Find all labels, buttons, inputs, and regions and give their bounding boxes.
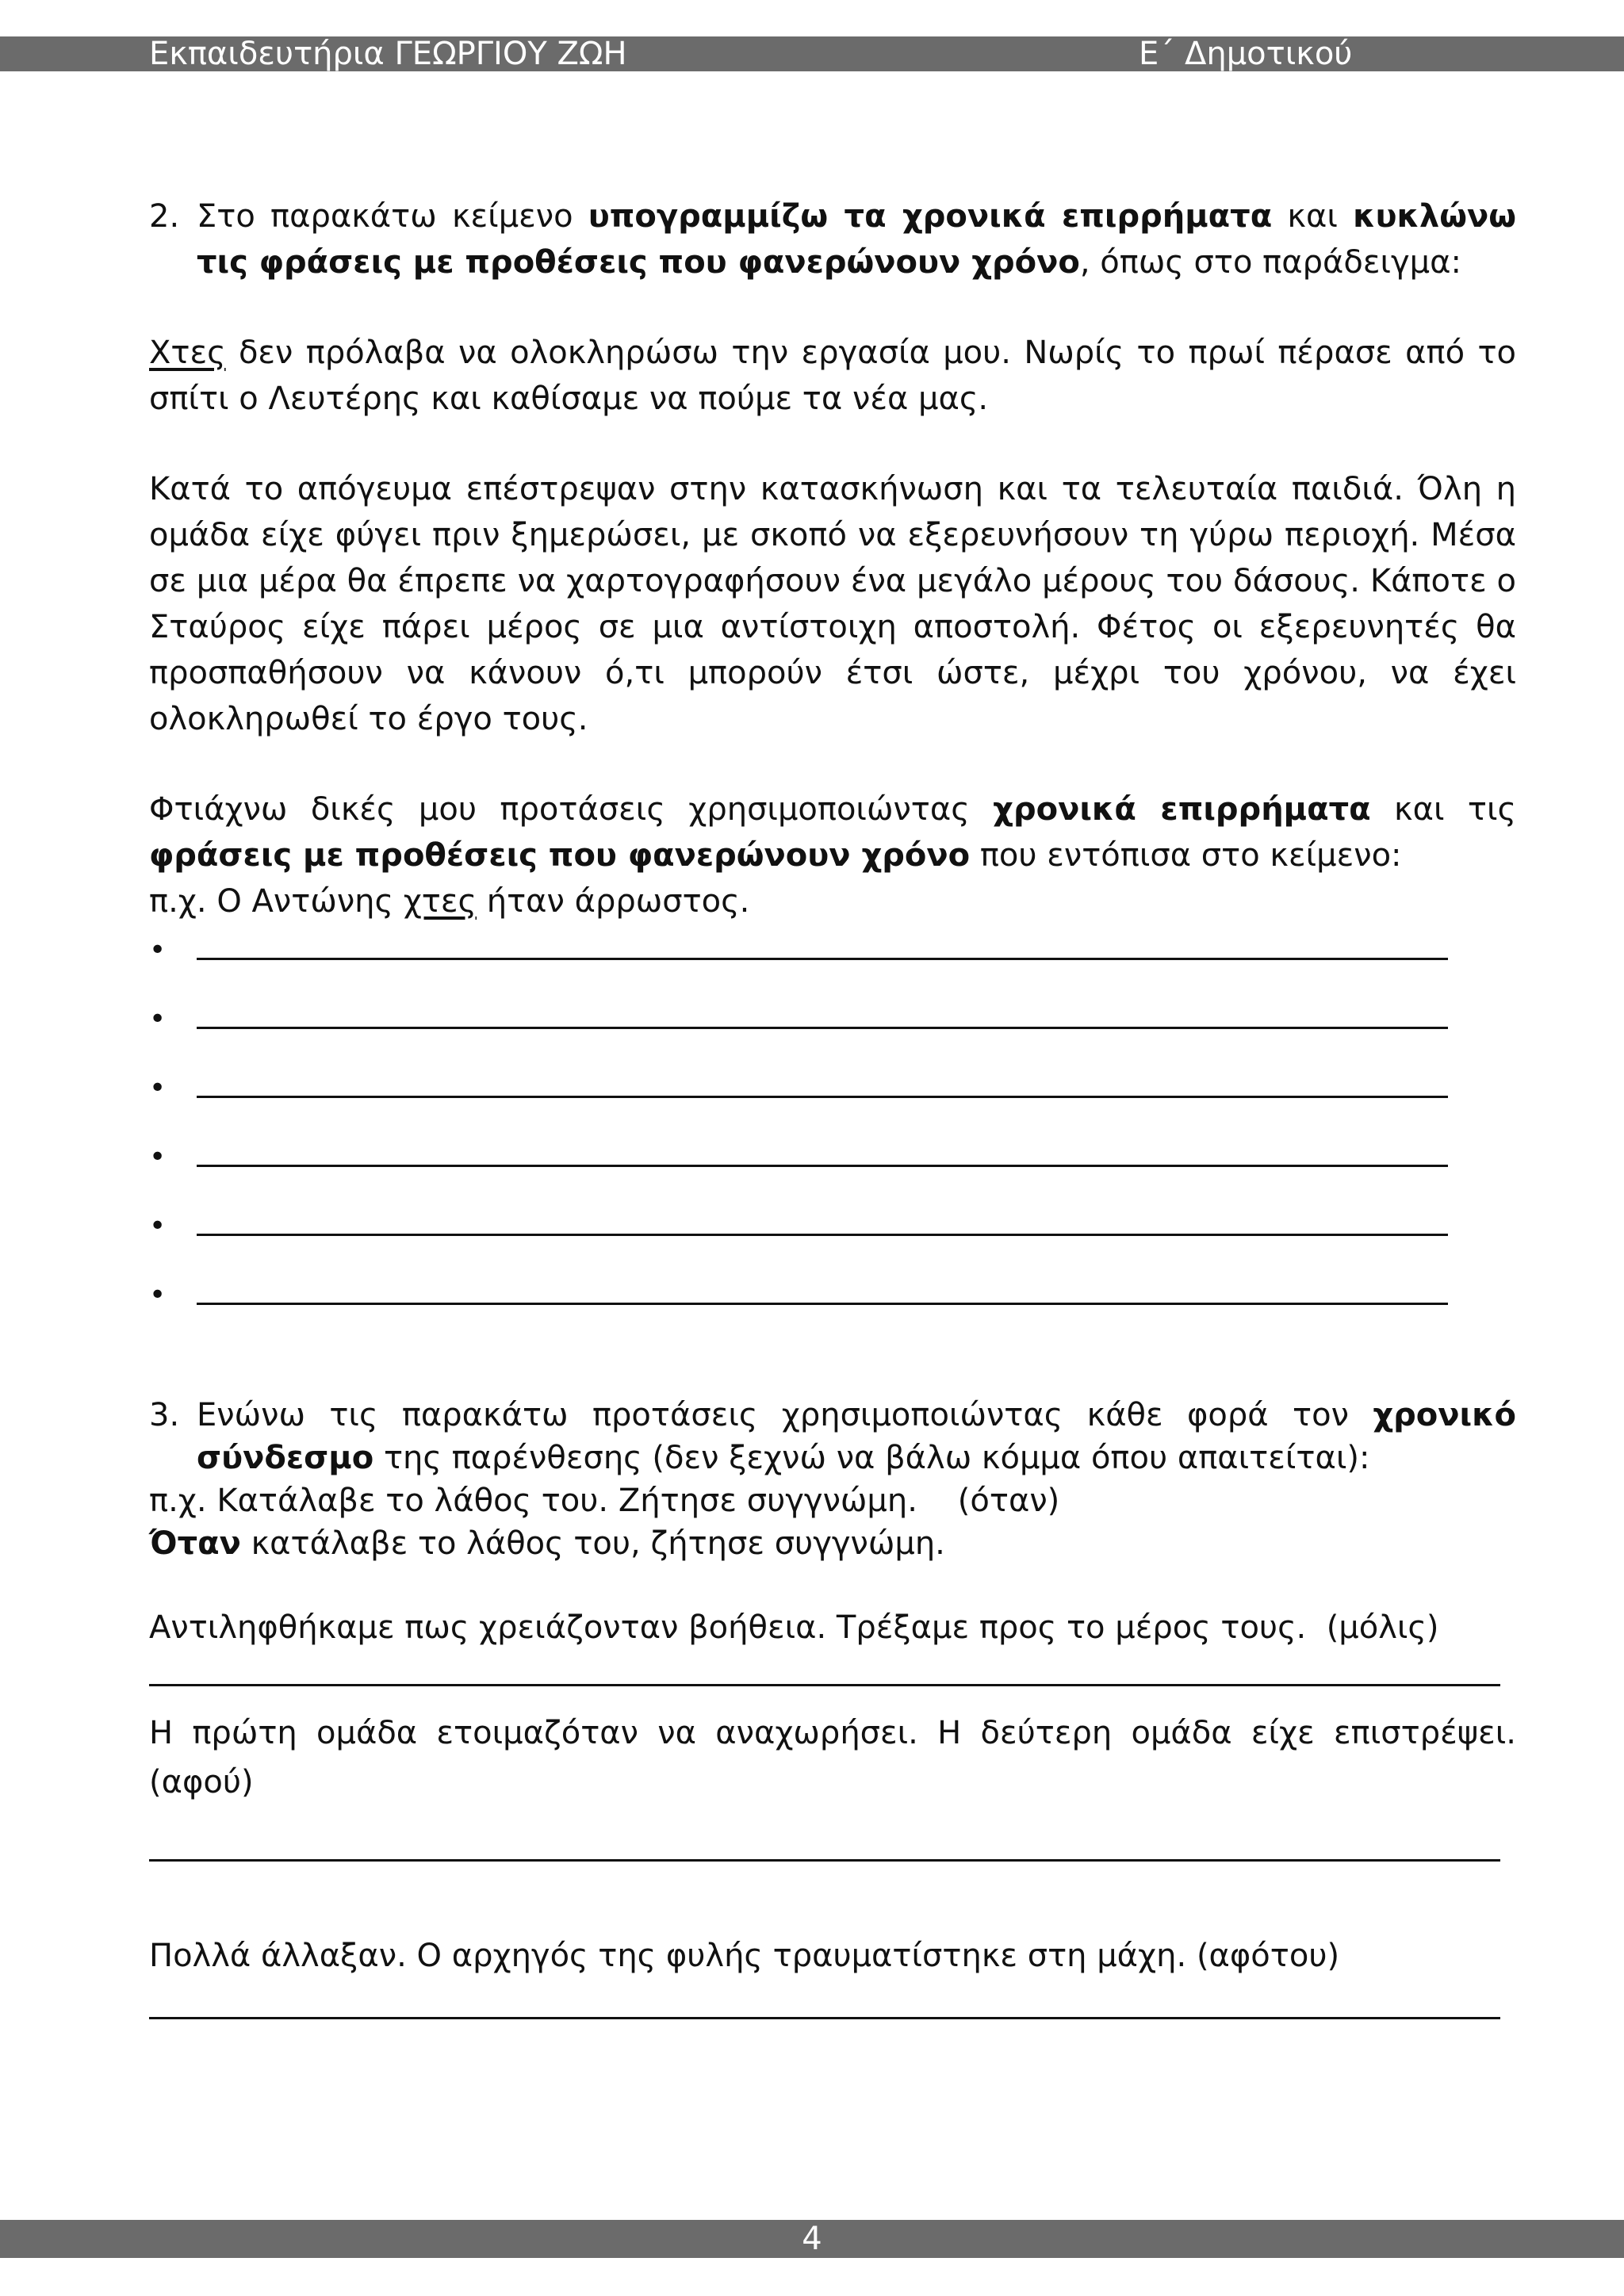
instruction-text: Στο παρακάτω κείμενο [197, 198, 588, 235]
exercise-paragraph: Κατά το απόγευμα επέστρεψαν στην κατασκήνωση και τα τελευταία παιδιά. Όλη η ομάδα είχε φύγει πριν ξημερώσει, με σκοπό να εξερευνήσουν τη γύρω περιοχή. Μέσα σε μια μέρα θα έπρεπε να χαρτογραφήσουν ένα μεγάλο μέρους του δάσους. Κάποτε ο Σταύρος είχε πάρει μέρος σε μια αντίστοιχη αποστολή. Φέτος οι εξερευνητές θα προσπαθήσουν να κάνουν ό,τι μπορούν έτσι ώστε, μέχρι του χρόνου, να έχει ολοκληρωθεί το έργο τους. [149, 471, 1516, 737]
instruction-text: και [1272, 198, 1354, 235]
answer-bullets [149, 901, 1516, 1314]
bullet-icon: • [149, 1141, 167, 1173]
bullet-icon: • [149, 1210, 167, 1242]
answer-line[interactable] [149, 2017, 1500, 2019]
example-sentences: π.χ. Κατάλαβε το λάθος του. Ζήτησε συγγνώμη. (όταν) [149, 1483, 1060, 1519]
exercise-3-instruction: 3. Ενώνω τις παρακάτω προτάσεις χρησιμοποιώντας κάθε φορά τον χρονικό σύνδεσμο της παρένθεσης (δεν ξεχνώ να βάλω κόμμα όπου απαιτείται): [149, 1394, 1516, 1479]
underlined-adverb: Χτες [149, 335, 226, 371]
answer-bullet-line[interactable] [149, 1177, 1516, 1246]
page-number: 4 [802, 2221, 822, 2257]
answer-line[interactable] [197, 1025, 1448, 1029]
answer-bullet-line[interactable] [149, 970, 1516, 1039]
answer-line[interactable] [197, 956, 1448, 960]
grade-label: Ε΄ Δημοτικού [1139, 36, 1353, 72]
page-footer [0, 2220, 1624, 2258]
bullet-icon: • [149, 934, 167, 966]
answer-line[interactable] [197, 1232, 1448, 1236]
question-3: Πολλά άλλαξαν. Ο αρχηγός της φυλής τραυματίστηκε στη μάχη. (αφότου) [149, 1938, 1340, 1974]
answer-bullet-line[interactable] [149, 1039, 1516, 1108]
instruction-bold: υπογραμμίζω τα χρονικά επιρρήματα [588, 198, 1273, 235]
school-name: Εκπαιδευτήρια ΓΕΩΡΓΙΟΥ ΖΩΗ [149, 36, 627, 72]
instruction-text: , όπως στο παράδειγμα: [1079, 244, 1461, 281]
answer-line[interactable] [197, 1163, 1448, 1167]
bullet-icon: • [149, 1072, 167, 1104]
answer-line[interactable] [197, 1301, 1448, 1305]
instruction-bold: κυκλώνω τις φράσεις με προθέσεις που φανερώνουν χρόνο [197, 198, 1516, 281]
example-answer: Όταν κατάλαβε το λάθος του, ζήτησε συγγνώμη. [149, 1525, 945, 1562]
question-2: Η πρώτη ομάδα ετοιμαζόταν να αναχωρήσει. Η δεύτερη ομάδα είχε επιστρέψει. (αφού) [149, 1715, 1516, 1800]
sentence-instruction: Φτιάχνω δικές μου προτάσεις χρησιμοποιώντας χρονικά επιρρήματα και τις φράσεις με προθέσεις που φανερώνουν χρόνο που εντόπισα στο κείμενο: [149, 791, 1517, 874]
worksheet-body [149, 193, 1516, 2019]
answer-bullet-line[interactable] [149, 1246, 1516, 1314]
page-header [0, 36, 1624, 71]
exercise-number: 2. [149, 198, 180, 235]
answer-line[interactable] [197, 1094, 1448, 1098]
bullet-icon: • [149, 1003, 167, 1035]
example-paragraph: Χτες δεν πρόλαβα να ολοκληρώσω την εργασία μου. Νωρίς το πρωί πέρασε από το σπίτι ο Λευτέρης και καθίσαμε να πούμε τα νέα μας. [149, 335, 1516, 417]
exercise-number: 3. [149, 1397, 180, 1433]
question-1: Αντιληφθήκαμε πως χρειάζονταν βοήθεια. Τρέξαμε προς το μέρος τους. (μόλις) [149, 1609, 1439, 1646]
answer-bullet-line[interactable] [149, 1108, 1516, 1177]
bullet-icon: • [149, 1279, 167, 1311]
exercise-2-instruction [149, 193, 1516, 285]
example-sentence: π.χ. Ο Αντώνης χτες ήταν άρρωστος. [149, 883, 750, 920]
